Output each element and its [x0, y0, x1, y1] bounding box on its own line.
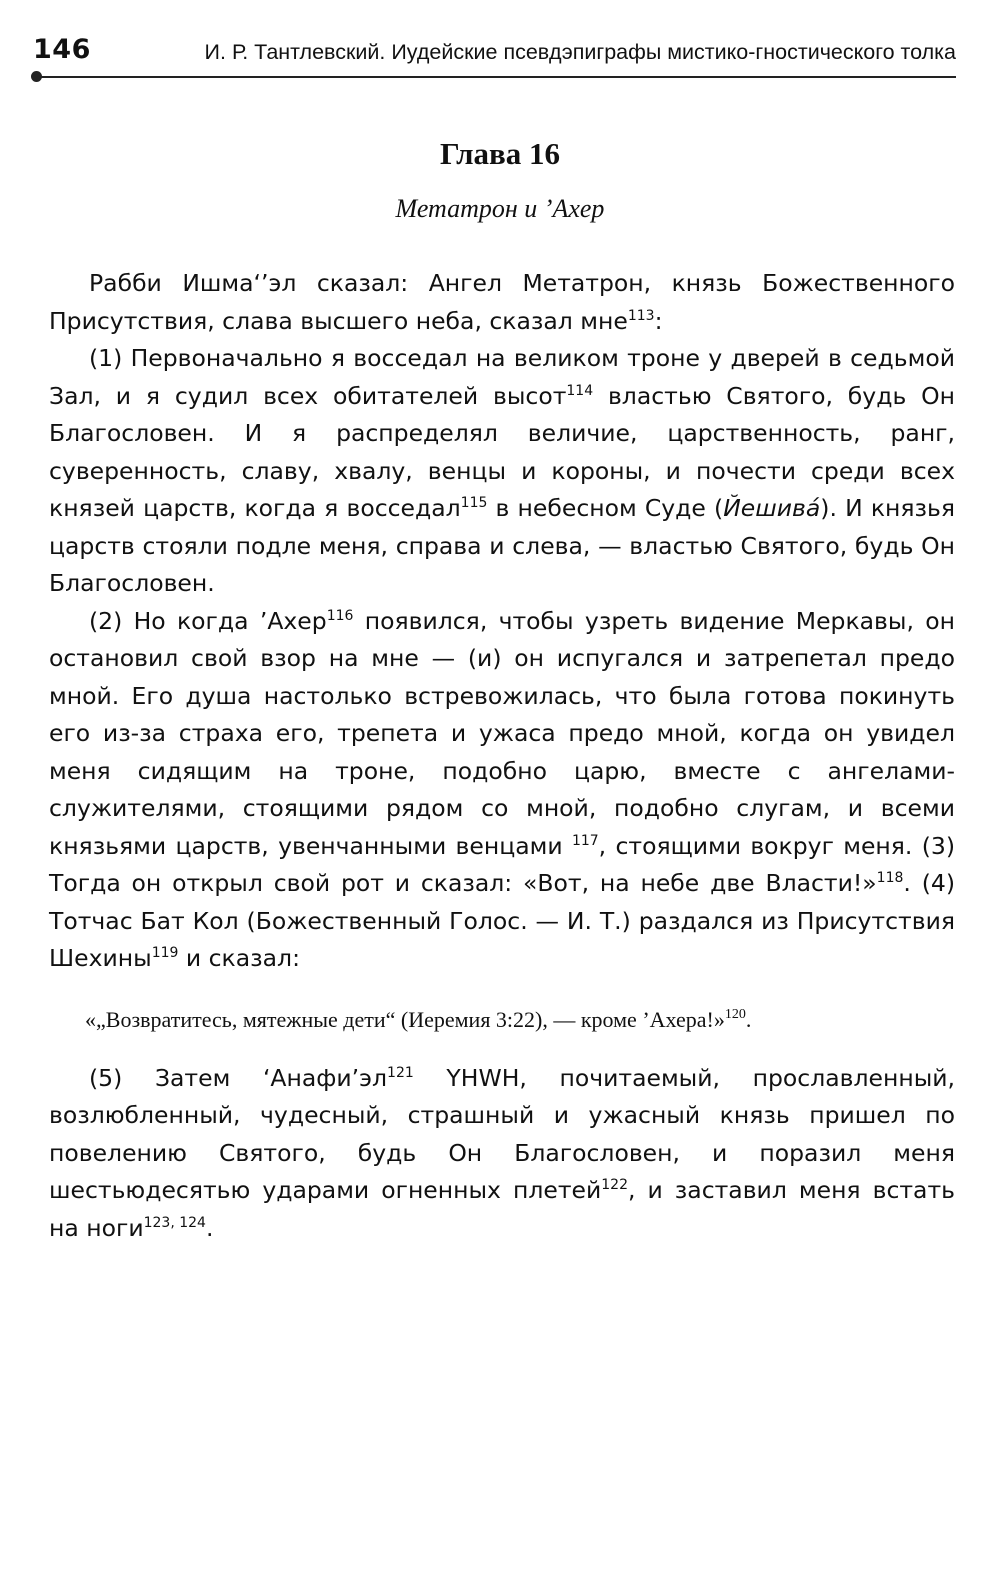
paragraph-3: [49, 1060, 955, 1248]
text-run: .: [205, 1213, 214, 1242]
footnote-ref: 121: [387, 1064, 414, 1081]
paragraph-1: [49, 340, 955, 603]
text-run: (5) Затем ‘Анафи’эл: [89, 1063, 388, 1092]
footnote-ref: 122: [601, 1177, 628, 1193]
text-run: .: [745, 1006, 752, 1032]
text-run: (2) Но когда ’Ахер: [89, 606, 327, 635]
footnote-ref: 118: [876, 870, 904, 886]
text-run: :: [654, 306, 663, 335]
footnote-ref: 116: [326, 607, 354, 624]
text-run: . (4) Тотчас Бат Кол (Божественный Голос. — И. Т.) раздался из Присутствия Шехины: [49, 869, 955, 972]
page-header: [33, 28, 958, 78]
footnote-ref: 117: [571, 832, 599, 849]
footnote-ref: 119: [151, 945, 179, 961]
chapter-subtitle: Метатрон и ’Ахер: [395, 194, 605, 223]
footnote-ref: 123, 124: [143, 1214, 206, 1231]
footnote-ref: 115: [460, 495, 488, 511]
text-run: YHWH, почитаемый, прославленный, возлюбленный, чудесный, страшный и ужасный князь пришел по повелению Святого, будь Он Благословен, и поразил меня шестьюдесятью ударами огненных плетей: [49, 1063, 955, 1204]
text-run: и сказал:: [178, 944, 300, 972]
text-run: Рабби Ишма‘’эл сказал: Ангел Метатрон, князь Божественного Присутствия, слава высшего неба, сказал мне: [49, 269, 955, 335]
term-yeshiva: Йешивá: [723, 494, 821, 522]
page-number: 146: [33, 34, 91, 65]
main-text: [49, 265, 955, 1247]
text-run: ). И князья царств стояли подле меня, справа и слева, — властью Святого, будь Он Благословен.: [49, 494, 955, 597]
running-title: И. Р. Тантлевский. Иудейские псевдэпиграфы мистико-гностического толка: [204, 40, 956, 64]
paragraph-intro: [49, 265, 955, 340]
header-rule: [33, 76, 956, 78]
text-run: властью Святого, будь Он Благословен. И я распределял величие, царственность, ранг, суверенность, славу, хвалу, венцы и короны, и почести среди всех князей царств, когда я восседал: [49, 381, 955, 522]
text-run: в небесном Суде (: [487, 494, 724, 522]
footnote-ref: 120: [724, 1006, 746, 1022]
quote-paragraph: [49, 1005, 955, 1035]
text-run: , и заставил меня встать на ноги: [49, 1176, 955, 1242]
text-run: появился, чтобы узреть видение Меркавы, он остановил свой взор на мне — (и) он испугался и затрепетал предо мной. Его душа настолько встревожилась, что была готова покинуть его из-за страха его, трепета и ужаса предо мной, когда он увидел меня сидящим на троне, подобно царю, вместе с ангелами-служителями, стоящими рядом со мной, подобно слугам, и всеми князьями царств, увенчанными венцами: [49, 606, 955, 860]
chapter-title: Глава 16: [439, 136, 561, 171]
text-run: «„Возвратитесь, мятежные дети“ (Иеремия 3:22), — кроме ’Ахера!»: [85, 1006, 725, 1032]
footnote-ref: 113: [627, 307, 655, 324]
text-run: (1) Первоначально я восседал на великом троне у дверей в седьмой Зал, и я судил всех обитателей высот: [49, 344, 955, 410]
footnote-ref: 114: [566, 382, 594, 399]
text-run: , стоящими вокруг меня. (3) Тогда он открыл свой рот и сказал: «Вот, на небе две Власти!»: [49, 831, 955, 897]
paragraph-2: [49, 603, 955, 978]
